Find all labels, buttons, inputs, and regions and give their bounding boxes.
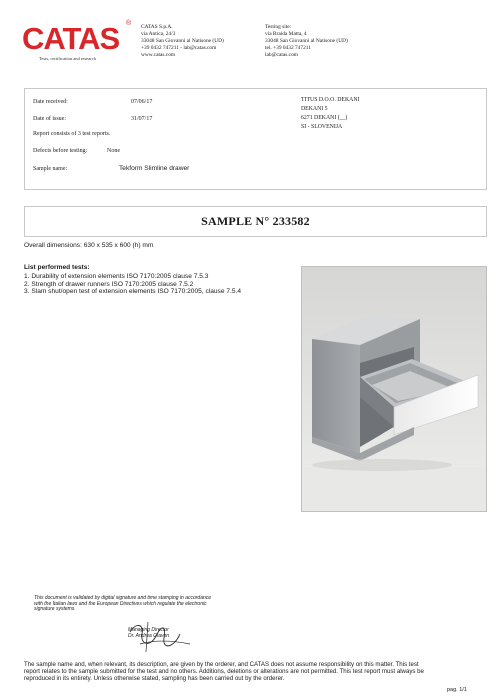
letterhead	[0, 0, 500, 72]
test-item: 3. Slam shut/open test of extension elements ISO 7170:2005, clause 7.5.4	[24, 288, 241, 296]
defects-value: None	[107, 148, 120, 154]
date-received-value: 07/06/17	[131, 99, 153, 105]
testing-site-address: Testing site: via Braida Matta, 4 33048 San Giovanni al Natisone (UD) tel. +39 0432 747211 lab@catas.com	[265, 24, 348, 58]
sample-name-value: Tekform Slimline drawer	[119, 165, 190, 172]
date-received-label: Date received:	[33, 99, 68, 105]
sample-photo	[301, 266, 487, 512]
date-issue-label: Date of issue:	[33, 116, 66, 122]
signatory-role: Managing Director	[128, 627, 169, 633]
digital-signature-note: This document is validated by digital signature and time stamping in accordance with the Italian laws and the European Directives which regulate the electronic signature systems.	[34, 595, 212, 613]
tests-heading: List performed tests:	[24, 264, 90, 271]
report-info-box	[24, 88, 487, 190]
defects-label: Defects before testing:	[33, 148, 88, 154]
sample-title-box	[24, 206, 487, 237]
company-address: CATAS S.p.A. via Antica, 24/3 33048 San Giovanni al Natisone (UD) +39 0432 747211 - lab@catas.com www.catas.com	[141, 24, 224, 58]
signature-block	[120, 618, 200, 658]
sample-name-label: Sample name:	[33, 166, 68, 172]
test-item: 2. Strength of drawer runners ISO 7170:2005 clause 7.5.2	[24, 280, 194, 288]
tests-list	[24, 273, 241, 296]
pages-note: Report consists of 3 test reports.	[33, 131, 111, 137]
signatory-name: Dr. Andrea Giavon	[128, 632, 170, 639]
footer-disclaimer: The sample name and, when relevant, its description, are given by the orderer, and CATAS does not assume responsibility on this matter. This test report relates to the sample submitted for the test and no others. Additions, deletions or alterations are not permitted. This test report must always be reproduced in its entirety. Unless otherwise stated, sampling has been carried out by the orderer.	[24, 661, 424, 682]
test-item: 1. Durability of extension elements ISO 7170:2005 clause 7.5.3	[24, 273, 209, 280]
overall-dimensions: Overall dimensions: 630 x 535 x 600 (h) mm	[24, 242, 154, 249]
catas-logo	[22, 22, 134, 62]
page-number: pag. 1/1	[447, 687, 467, 693]
sample-number: SAMPLE N° 233582	[201, 214, 310, 228]
drawer-cabinet-image	[302, 267, 487, 512]
logo-registered-mark: ®	[126, 20, 132, 27]
logo-wordmark: CATAS	[22, 21, 120, 56]
signatory	[128, 628, 169, 639]
logo-tagline: Tests, certification and research	[39, 56, 96, 61]
customer-address: TITUS D.O.O. DEKANI DEKANI 5 6271 DEKANI (__) SI - SLOVENIJA	[301, 97, 360, 130]
date-issue-value: 31/07/17	[131, 116, 153, 122]
